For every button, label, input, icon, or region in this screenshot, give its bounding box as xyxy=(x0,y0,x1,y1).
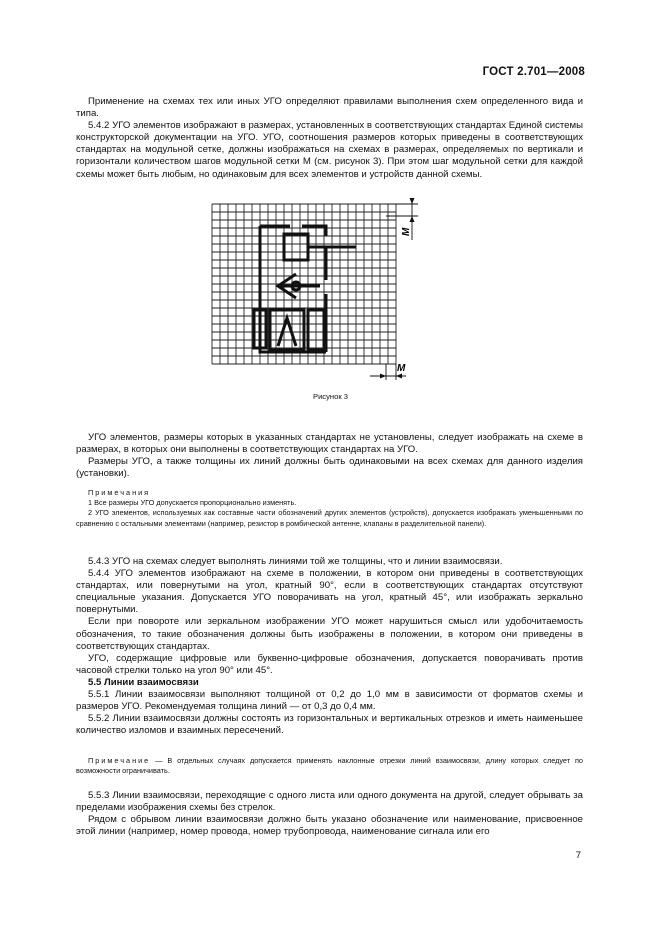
paragraph: Размеры УГО, а также толщины их линий должны быть одинаковыми на всех схемах для данного изделия (установки). xyxy=(76,456,583,480)
notes-title: Примечания xyxy=(88,488,151,497)
text-block-1 xyxy=(76,96,583,181)
section-heading-5-5: 5.5 Линии взаимосвязи xyxy=(88,676,199,688)
paragraph-5-4-4: 5.4.4 УГО элементов изображают на схеме в положении, в котором они приведены в соответствующих стандартах, или повернутыми на угол, кратный 90°, если в соответствующих стандартах отсутствуют специальные указания. Допускается УГО поворачивать на угол, кратный 45°, или изображать зеркально повернутыми. xyxy=(76,568,583,616)
dimension-label-m-horizontal: M xyxy=(397,363,406,374)
text-block-4 xyxy=(76,790,583,838)
note-item-2: 2 УГО элементов, используемых как составные части обозначений других элементов (устройств), допускается изображать уменьшенными по сравнению с остальными элементами (например, резистор в ромбической антенне, клапаны в разделительной панели). xyxy=(76,508,583,528)
paragraph-5-4-2: 5.4.2 УГО элементов изображают в размерах, установленных в соответствующих стандартах Единой системы конструкторской документации на УГО. УГО, соотношения размеров которых приведены в соответствующих стандартах на модульной сетке, должны изображаться на схемах в размерах, определяемых по вертикали и горизонтали количеством шагов модульной сетки М (см. рисунок 3). При этом шаг модульной сетки для каждой схемы может быть любым, но одинаковым для всех элементов и устройств данной схемы. xyxy=(76,120,583,180)
figure-3-modular-grid xyxy=(200,196,430,386)
paragraph: Если при повороте или зеркальном изображении УГО может нарушиться смысл или удобочитаемость обозначения, то такие обозначения должны быть изображены в положении, в котором они приведены в соответствующих стандартах. xyxy=(76,616,583,652)
paragraph: Рядом с обрывом линии взаимосвязи должно быть указано обозначение или наименование, присвоенное этой линии (например, номер провода, номер трубопровода, наименование сигнала или его xyxy=(76,814,583,838)
modular-grid-drawing xyxy=(200,196,430,386)
document-code-header: ГОСТ 2.701—2008 xyxy=(482,66,585,78)
note-title: Примечание xyxy=(88,756,151,765)
paragraph-5-5-2: 5.5.2 Линии взаимосвязи должны состоять из горизонтальных и вертикальных отрезков и иметь наименьшее количество изломов и взаимных пересечений. xyxy=(76,713,583,737)
paragraph-5-5-1: 5.5.1 Линии взаимосвязи выполняют толщиной от 0,2 до 1,0 мм в зависимости от форматов схемы и размеров УГО. Рекомендуемая толщина линий — от 0,3 до 0,4 мм. xyxy=(76,689,583,713)
notes-block-1 xyxy=(76,488,583,529)
paragraph: УГО, содержащие цифровые или буквенно-цифровые обозначения, допускается поворачивать против часовой стрелки только на угол 90° или 45°. xyxy=(76,652,583,676)
paragraph-5-5-3: 5.5.3 Линии взаимосвязи, переходящие с одного листа или одного документа на другой, следует обрывать за пределами изображения схемы без стрелок. xyxy=(76,790,583,814)
text-block-2 xyxy=(76,432,583,480)
figure-caption: Рисунок 3 xyxy=(313,392,348,401)
notes-block-2 xyxy=(76,756,583,776)
dimension-arrows xyxy=(380,198,415,379)
note-paragraph xyxy=(76,756,583,776)
note-text: — В отдельных случаях допускается применять наклонные отрезки линий взаимосвязи, длину которых следует по возможности ограничивать. xyxy=(76,756,583,776)
paragraph: Применение на схемах тех или иных УГО определяют правилами выполнения схем определенного вида и типа. xyxy=(76,96,583,120)
note-item-1: 1 Все размеры УГО допускается пропорционально изменять. xyxy=(88,498,297,508)
dimension-label-m-vertical: M xyxy=(401,227,412,236)
page-number: 7 xyxy=(575,850,581,861)
dimension-lines xyxy=(370,198,418,380)
paragraph: УГО элементов, размеры которых в указанных стандартах не установлены, следует изображать на схеме в размерах, в которых они выполнены в соответствующих стандартах на УГО. xyxy=(76,432,583,456)
ugo-symbol-outline xyxy=(254,226,356,352)
paragraph-5-4-3: 5.4.3 УГО на схемах следует выполнять линиями той же толщины, что и линии взаимосвязи. xyxy=(88,556,503,567)
text-block-3 xyxy=(76,556,583,737)
